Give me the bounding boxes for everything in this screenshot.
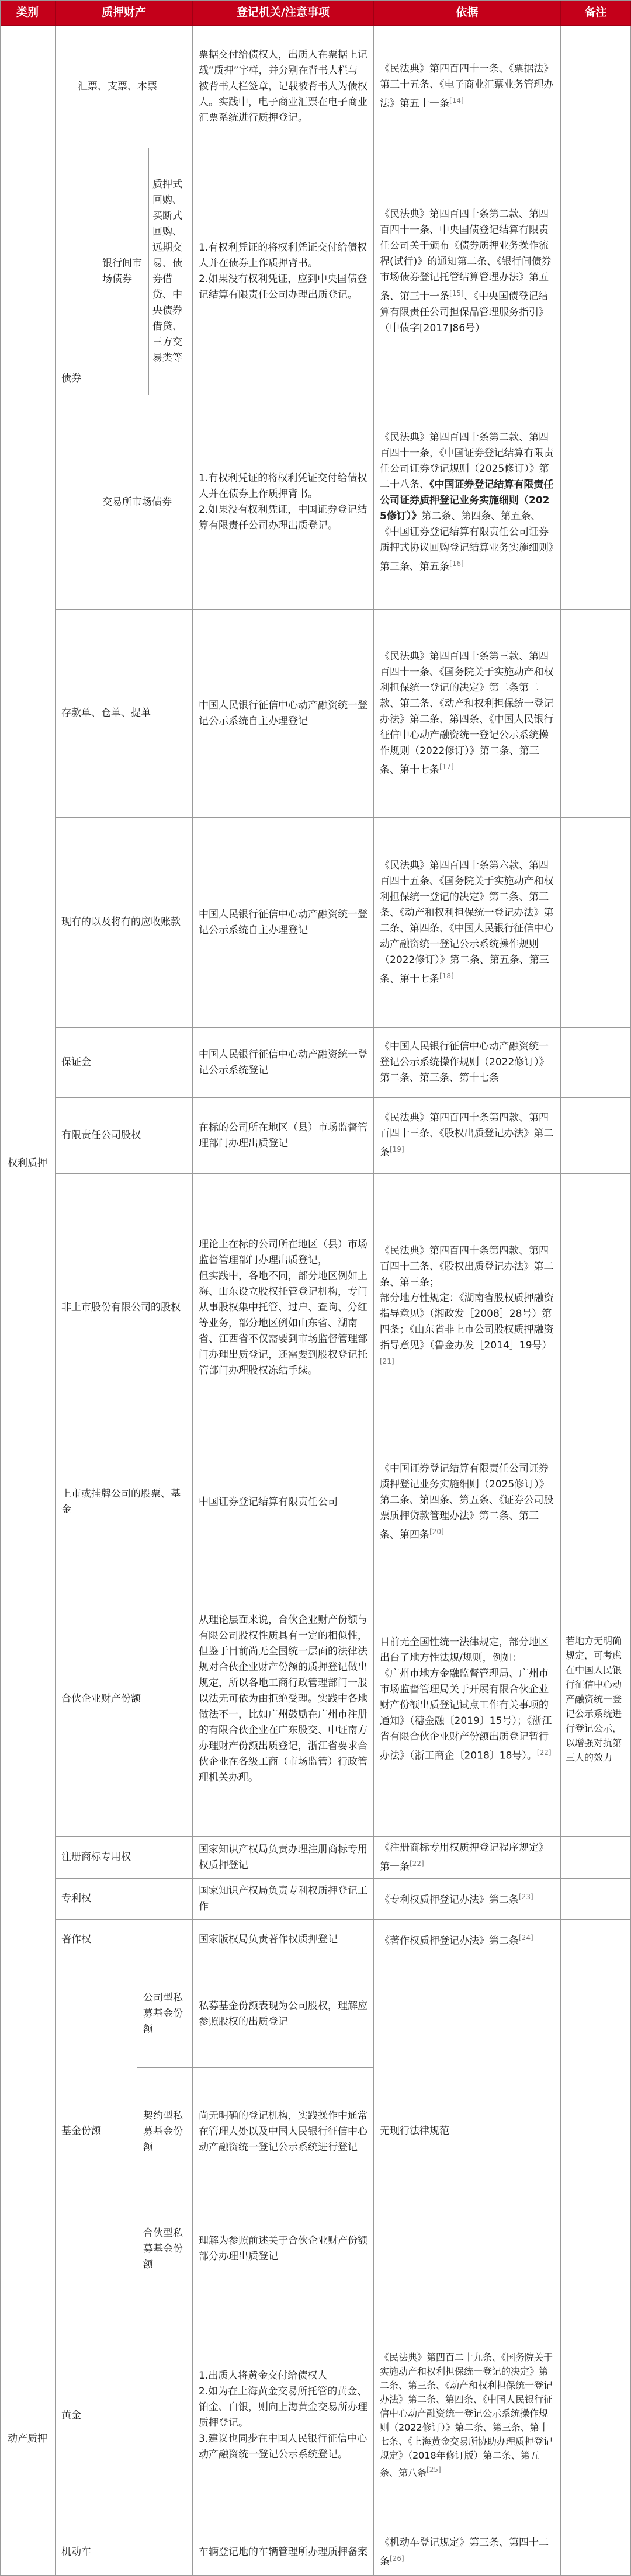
footnote-ref: [15] (449, 289, 464, 298)
header-category: 类别 (0, 0, 56, 26)
basis-partnership: 目前无全国性统一法律规定，部分地区出台了地方性法规/规则，例如： 《广州市地方金融监督管理局、广州市市场监督管理局关于开展有限合伙企业财产份额出质登记试点工作有关事项的通知》（穗金融〔2019〕15号）；《浙江省有限合伙企业财产份额出质登记暂行办法》（浙工商企〔2018〕18号）。[22] (374, 1562, 561, 1837)
basis-receivable: 《民法典》第四百四十条第六款、第四百四十五条、《国务院关于实施动产和权利担保统一登记的决定》第二条、第三条、《动产和权利担保统一登记办法》第二条、第四条、《中国人民银行征信中心动产融资统一登记公示系统操作规则（2022修订）》第二条、第五条、第三条、第十七条[18] (374, 818, 561, 1028)
category-movables-pledge: 动产质押 (0, 2302, 56, 2576)
remark-vehicle (561, 2529, 631, 2576)
collateral-fund-lp: 合伙型私募基金份额 (137, 2196, 193, 2302)
remark-llc-equity (561, 1098, 631, 1174)
basis-vehicle: 《机动车登记规定》第三条、第四十二条[26] (374, 2529, 561, 2576)
footnote-ref: [21] (380, 1357, 394, 1365)
footnote-ref: [24] (519, 1934, 533, 1942)
collateral-bond-interbank: 银行间市场债券 (96, 148, 149, 395)
basis-llc-equity: 《民法典》第四百四十条第四款、第四百四十三条、《股权出质登记办法》第二条[19] (374, 1098, 561, 1174)
remark-bond-exchange (561, 395, 631, 610)
footnote-ref: [19] (390, 1145, 404, 1154)
collateral-bond-interbank-types: 质押式回购、买断式回购、远期交易、债券借贷、中央债券借贷、三方交易类等 (149, 148, 193, 395)
remark-listed-stock (561, 1442, 631, 1562)
remark-guarantee (561, 1028, 631, 1098)
collateral-guarantee: 保证金 (56, 1028, 193, 1098)
collateral-llc-equity: 有限责任公司股权 (56, 1098, 193, 1174)
remark-bond-interbank (561, 148, 631, 395)
basis-fund: 无现行法律规范 (374, 1960, 561, 2302)
footnote-ref: [16] (449, 559, 464, 568)
registry-unlisted-equity: 理论上在标的公司所在地区（县）市场监督管理部门办理出质登记， 但实践中，各地不同，部分地区例如上海、山东设立股权托管登记机构，专门从事股权集中托管、过户、查询、分红等业务，部分地区例如山东省、湖南省、江西省不仅需要到市场监督管理部门办理出质登记，还需要到股权登记托管部门办理股权冻结手续。 (193, 1174, 374, 1442)
collateral-trademark: 注册商标专用权 (56, 1837, 193, 1879)
registry-bond-exchange: 1.有权利凭证的将权利凭证交付给债权人并在债券上作质押背书。 2.如果没有权利凭证，中国证券登记结算有限责任公司办理出质登记。 (193, 395, 374, 610)
collateral-fund: 基金份额 (56, 1960, 137, 2302)
collateral-bill: 汇票、支票、本票 (56, 26, 193, 148)
remark-receivable (561, 818, 631, 1028)
registry-guarantee: 中国人民银行征信中心动产融资统一登记公示系统登记 (193, 1028, 374, 1098)
basis-bill: 《民法典》第四百四十一条、《票据法》第三十五条、《电子商业汇票业务管理办法》第五十一条[14] (374, 26, 561, 148)
collateral-unlisted-equity: 非上市股份有限公司的股权 (56, 1174, 193, 1442)
registry-trademark: 国家知识产权局负责办理注册商标专用权质押登记 (193, 1837, 374, 1879)
registry-vehicle: 车辆登记地的车辆管理所办理质押备案 (193, 2529, 374, 2576)
basis-deposit: 《民法典》第四百四十条第三款、第四百四十一条、《国务院关于实施动产和权利担保统一登记的决定》第二条第二款、第三条、《动产和权利担保统一登记办法》第二条、第四条、《中国人民银行征信中心动产融资统一登记公示系统操作规则（2022修订）》第二条、第三条、第十七条[17] (374, 610, 561, 818)
footnote-ref: [26] (390, 2554, 404, 2563)
registry-copyright: 国家版权局负责著作权质押登记 (193, 1920, 374, 1960)
registry-fund-company: 私募基金份额表现为公司股权，理解应参照股权的出质登记 (193, 1960, 374, 2068)
header-collateral: 质押财产 (56, 0, 193, 26)
remark-unlisted-equity (561, 1174, 631, 1442)
registry-partnership: 从理论层面来说，合伙企业财产份额与有限公司股权性质具有一定的相似性，但鉴于目前尚无全国统一层面的法律法规对合伙企业财产份额的质押登记做出规定，所以各地工商行政管理部门一般以法无可依为由拒绝受理。实践中各地做法不一，比如广州鼓励在广州市注册的有限合伙企业在广东股交、中证南方办理财产份额出质登记，浙江省要求合伙企业在各级工商（市场监管）行政管理机关办理。 (193, 1562, 374, 1837)
basis-trademark: 《注册商标专用权质押登记程序规定》第一条[22] (374, 1837, 561, 1879)
basis-gold: 《民法典》第四百二十九条、《国务院关于实施动产和权利担保统一登记的决定》第二条、第三条、《动产和权利担保统一登记办法》第二条、第四条、《中国人民银行征信中心动产融资统一登记公示系统操作规则（2022修订）》第二条、第三条、第十七条、《上海黄金交易所协助办理质押登记规定》（2018年修订版）第二条、第五条、第八条[25] (374, 2302, 561, 2529)
basis-listed-stock: 《中国证券登记结算有限责任公司证券质押登记业务实施细则（2025修订）》第二条、第四条、第五条、《证券公司股票质押贷款管理办法》第二条、第三条、第四条[20] (374, 1442, 561, 1562)
collateral-receivable: 现有的以及将有的应收账款 (56, 818, 193, 1028)
remark-patent (561, 1879, 631, 1920)
footnote-ref: [14] (449, 96, 464, 105)
basis-bond-exchange: 《民法典》第四百四十条第二款、第四百四十一条，《中国证券登记结算有限责任公司证券登记规则（2025修订）》第二十八条、《中国证券登记结算有限责任公司证券质押登记业务实施细则（2025修订）》第二条、第四条、第五条、《中国证券登记结算有限责任公司证券质押式协议回购登记结算业务实施细则》第三条、第五条[16] (374, 395, 561, 610)
registry-fund-lp: 理解为参照前述关于合伙企业财产份额部分办理出质登记 (193, 2196, 374, 2302)
footnote-ref: [20] (429, 1527, 444, 1536)
collateral-deposit: 存款单、仓单、提单 (56, 610, 193, 818)
header-remark: 备注 (561, 0, 631, 26)
collateral-patent: 专利权 (56, 1879, 193, 1920)
collateral-gold: 黄金 (56, 2302, 193, 2529)
basis-patent: 《专利权质押登记办法》第二条[23] (374, 1879, 561, 1920)
collateral-partnership: 合伙企业财产份额 (56, 1562, 193, 1837)
basis-bond-interbank: 《民法典》第四百四十条第二款、第四百四十一条、中央国债登记结算有限责任公司关于颁布《债券质押业务操作流程(试行)》的通知第二条、《银行间债券市场债券登记托管结算管理办法》第五条、第三十一条[15]、《中央国债登记结算有限责任公司担保品管理服务指引》（中债字[2017]86号） (374, 148, 561, 395)
registry-bond-interbank: 1.有权利凭证的将权利凭证交付给债权人并在债券上作质押背书。 2.如果没有权利凭证，应到中央国债登记结算有限责任公司办理出质登记。 (193, 148, 374, 395)
collateral-listed-stock: 上市或挂牌公司的股票、基金 (56, 1442, 193, 1562)
basis-unlisted-equity: 《民法典》第四百四十条第四款、第四百四十三条、《股权出质登记办法》第二条、第三条； 部分地方性规定：《湖南省股权质押融资指导意见》（湘政发［2008］28号）第四条；《山东省非上市公司股权质押融资指导意见》（鲁金办发［2014］19号）[21] (374, 1174, 561, 1442)
collateral-fund-contract: 契约型私募基金份额 (137, 2068, 193, 2196)
remark-trademark (561, 1837, 631, 1879)
registry-patent: 国家知识产权局负责专利权质押登记工作 (193, 1879, 374, 1920)
header-basis: 依据 (374, 0, 561, 26)
remark-bill (561, 26, 631, 148)
registry-gold: 1.出质人将黄金交付给债权人 2.如为在上海黄金交易所托管的黄金、铂金、白银，则向上海黄金交易所办理质押登记。 3.建议也同步在中国人民银行征信中心动产融资统一登记公示系统登记。 (193, 2302, 374, 2529)
basis-copyright: 《著作权质押登记办法》第二条[24] (374, 1920, 561, 1960)
remark-fund (561, 1960, 631, 2302)
basis-guarantee: 《中国人民银行征信中心动产融资统一登记公示系统操作规则（2022修订）》第二条、第三条、第十七条 (374, 1028, 561, 1098)
footnote-ref: [18] (439, 971, 454, 980)
registry-llc-equity: 在标的公司所在地区（县）市场监督管理部门办理出质登记 (193, 1098, 374, 1174)
collateral-bond: 债券 (56, 148, 96, 610)
registry-bill: 票据交付给债权人，出质人在票据上记载“质押”字样，并分别在背书人栏与被背书人栏签章，记载被背书人为债权人。实践中，电子商业汇票在电子商业汇票系统进行质押登记。 (193, 26, 374, 148)
registry-listed-stock: 中国证券登记结算有限责任公司 (193, 1442, 374, 1562)
registry-fund-contract: 尚无明确的登记机构，实践操作中通常在管理人处以及中国人民银行征信中心动产融资统一登记公示系统进行登记 (193, 2068, 374, 2196)
header-registry: 登记机关/注意事项 (193, 0, 374, 26)
registry-receivable: 中国人民银行征信中心动产融资统一登记公示系统自主办理登记 (193, 818, 374, 1028)
footnote-ref: [25] (427, 2466, 441, 2474)
remark-deposit (561, 610, 631, 818)
remark-copyright (561, 1920, 631, 1960)
remark-gold (561, 2302, 631, 2529)
footnote-ref: [22] (410, 1859, 424, 1868)
collateral-copyright: 著作权 (56, 1920, 193, 1960)
footnote-ref: [23] (519, 1893, 533, 1901)
collateral-vehicle: 机动车 (56, 2529, 193, 2576)
category-rights-pledge: 权利质押 (0, 26, 56, 2302)
remark-partnership: 若地方无明确规定，可考虑在中国人民银行征信中心动产融资统一登记公示系统进行登记公示，以增强对抗第三人的效力 (561, 1562, 631, 1837)
footnote-ref: [17] (439, 762, 454, 771)
collateral-bond-exchange: 交易所市场债券 (96, 395, 193, 610)
collateral-fund-company: 公司型私募基金份额 (137, 1960, 193, 2068)
footnote-ref: [22] (536, 1748, 552, 1757)
registry-deposit: 中国人民银行征信中心动产融资统一登记公示系统自主办理登记 (193, 610, 374, 818)
